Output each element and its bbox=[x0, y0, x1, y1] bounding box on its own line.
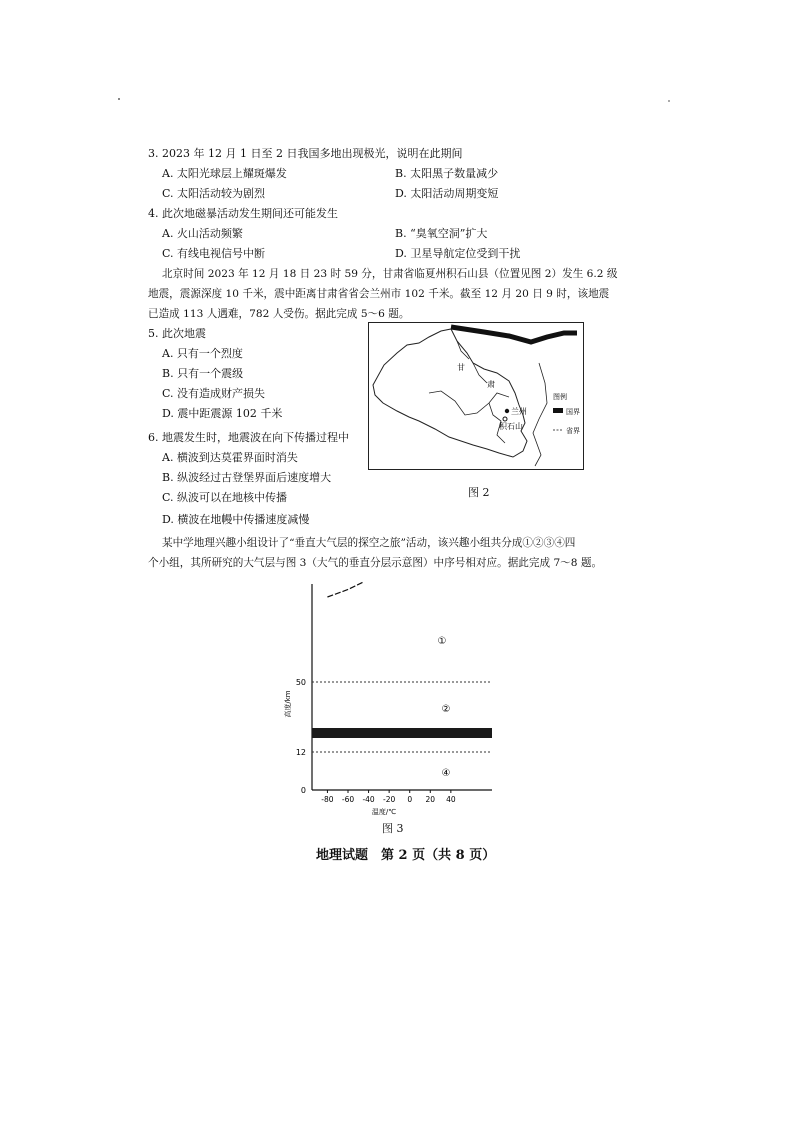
province-outline bbox=[373, 329, 527, 457]
lanzhou-marker bbox=[505, 409, 509, 413]
q3-option-c: C. 太阳活动较为剧烈 bbox=[162, 187, 266, 200]
province-boundary bbox=[429, 391, 509, 415]
q6-option-a: A. 横波到达莫霍界面时消失 bbox=[162, 451, 298, 464]
x-tick-label: -20 bbox=[383, 795, 396, 804]
question-6-stem: 6. 地震发生时，地震波在向下传播过程中 bbox=[148, 431, 349, 444]
q6-option-b: B. 纵波经过古登堡界面后速度增大 bbox=[162, 471, 332, 484]
question-3-stem: 3. 2023 年 12 月 1 日至 2 日我国多地出现极光，说明在此期间 bbox=[148, 147, 463, 160]
x-axis-label: 温度/℃ bbox=[371, 808, 397, 816]
ytick-50: 50 bbox=[295, 678, 306, 687]
x-tick-label: -80 bbox=[321, 795, 334, 804]
temperature-curve bbox=[327, 582, 363, 597]
x-tick-label: -40 bbox=[362, 795, 375, 804]
label-jishishan: 积石山 bbox=[499, 422, 523, 431]
x-tick-label: -60 bbox=[341, 795, 355, 804]
q3-option-a: A. 太阳光球层上耀斑爆发 bbox=[162, 167, 287, 180]
q5-option-a: A. 只有一个烈度 bbox=[162, 347, 243, 360]
figure-3-chart bbox=[276, 576, 506, 816]
question-5-stem: 5. 此次地震 bbox=[148, 327, 206, 340]
q3-option-b: B. 太阳黑子数量减少 bbox=[395, 167, 499, 180]
legend-border-swatch bbox=[553, 408, 563, 413]
label-lanzhou: 兰州 bbox=[511, 407, 527, 416]
figure-2-map bbox=[368, 322, 584, 470]
ytick-0: 0 bbox=[300, 786, 306, 795]
layer-label-2: ② bbox=[441, 704, 451, 715]
q5-option-b: B. 只有一个震级 bbox=[162, 367, 244, 380]
passage-2-line-1: 某中学地理兴趣小组设计了“垂直大气层的探空之旅”活动，该兴趣小组共分成①②③④四 bbox=[162, 537, 576, 549]
national-border-line bbox=[451, 327, 577, 342]
layer-label-4: ④ bbox=[441, 768, 451, 779]
q4-option-d: D. 卫星导航定位受到干扰 bbox=[395, 247, 521, 260]
passage-2-line-2: 个小组，其所研究的大气层与图 3（大气的垂直分层示意图）中序号相对应。据此完成 7～8 题。 bbox=[148, 557, 603, 569]
figure-2-caption: 图 2 bbox=[468, 486, 490, 499]
legend-border-label: 国界 bbox=[566, 408, 580, 416]
label-su: 肃 bbox=[487, 380, 495, 389]
page-footer: 地理试题 第 2 页（共 8 页） bbox=[316, 848, 496, 863]
layer-label-1: ① bbox=[437, 636, 447, 647]
q3-option-d: D. 太阳活动周期变短 bbox=[395, 187, 499, 200]
scan-smudge-band bbox=[312, 728, 492, 738]
q4-option-c: C. 有线电视信号中断 bbox=[162, 247, 266, 260]
label-gan: 甘 bbox=[457, 363, 465, 372]
scan-speck bbox=[118, 98, 120, 100]
x-tick-label: 0 bbox=[407, 795, 413, 804]
passage-1-line-1: 北京时间 2023 年 12 月 18 日 23 时 59 分，甘肃省临夏州积石山县（位置见图 2）发生 6.2 级 bbox=[162, 268, 618, 280]
y-axis-label: 高度/km bbox=[284, 690, 292, 718]
legend-province-label: 省界 bbox=[566, 427, 580, 435]
jishishan-marker bbox=[503, 417, 507, 421]
question-4-stem: 4. 此次地磁暴活动发生期间还可能发生 bbox=[148, 207, 338, 220]
map-drawing bbox=[369, 323, 582, 468]
province-boundary bbox=[533, 363, 547, 466]
province-boundary bbox=[473, 363, 487, 383]
q4-option-a: A. 火山活动频繁 bbox=[162, 227, 243, 240]
passage-1-line-3: 已造成 113 人遇难，782 人受伤。据此完成 5～6 题。 bbox=[148, 308, 410, 320]
q6-option-d: D. 横波在地幔中传播速度减慢 bbox=[162, 513, 310, 526]
q4-option-b: B. “臭氧空洞”扩大 bbox=[395, 227, 488, 240]
scan-speck bbox=[668, 100, 670, 102]
legend-title: 图例 bbox=[553, 393, 567, 401]
passage-1-line-2: 地震，震源深度 10 千米，震中距离甘肃省省会兰州市 102 千米。截至 12 月 20 日 9 时，该地震 bbox=[148, 288, 610, 300]
ytick-12: 12 bbox=[295, 748, 306, 757]
x-tick-label: 20 bbox=[425, 795, 436, 804]
q6-option-c: C. 纵波可以在地核中传播 bbox=[162, 491, 288, 504]
x-tick-label: 40 bbox=[446, 795, 456, 804]
q5-option-c: C. 没有造成财产损失 bbox=[162, 387, 266, 400]
figure-3-caption: 图 3 bbox=[382, 822, 404, 835]
q5-option-d: D. 震中距震源 102 千米 bbox=[162, 407, 283, 420]
